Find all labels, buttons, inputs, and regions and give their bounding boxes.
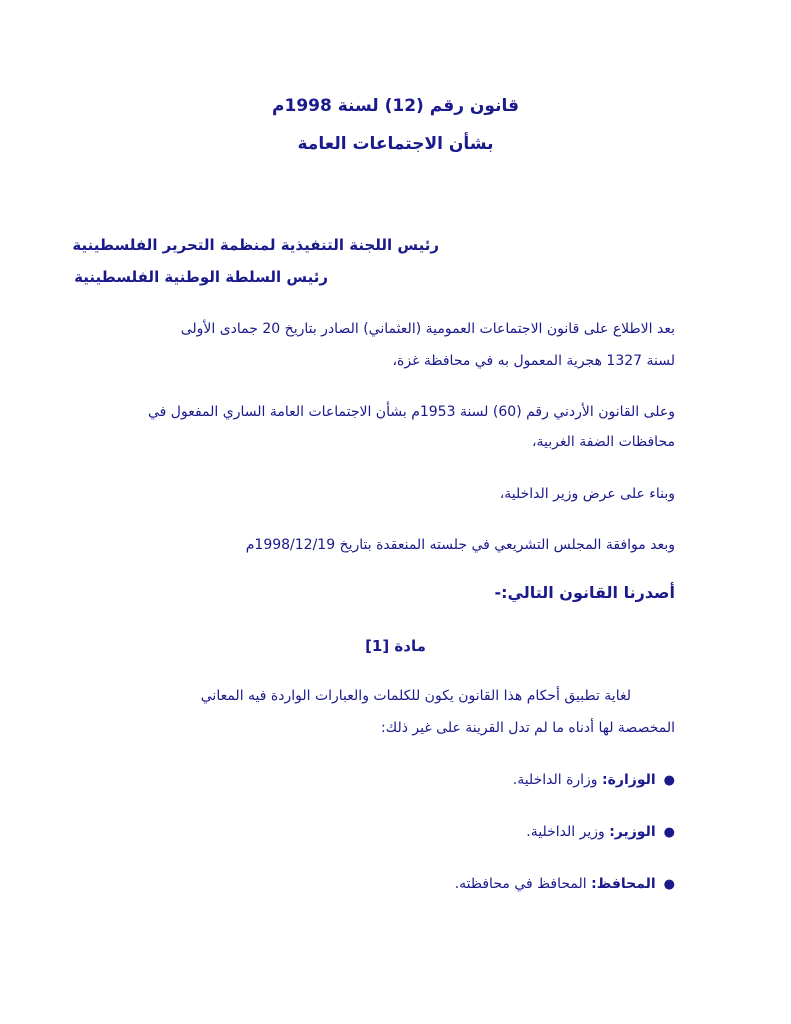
article-1-text-line-1: لغاية تطبيق أحكام هذا القانون يكون للكلمات والعبارات الواردة فيه المعاني: [200, 688, 631, 704]
preamble-council-approval: وبعد موافقة المجلس التشريعي في جلسته المنعقدة بتاريخ 1998/12/19م: [245, 537, 675, 553]
law-subtitle: بشأن الاجتماعات العامة: [297, 134, 494, 154]
definition-governor: [455, 876, 675, 892]
definition-term: الوزير:: [609, 824, 656, 840]
definition-text: المحافظ في محافظته.: [454, 876, 592, 892]
issuer-plo: رئيس اللجنة التنفيذية لمنظمة التحرير الفلسطينية: [72, 236, 439, 254]
article-1-title: مادة [1]: [365, 637, 426, 655]
enactment-clause: أصدرنا القانون التالي:-: [494, 583, 675, 602]
article-1-text-line-2: المخصصة لها أدناه ما لم تدل القرينة على غير ذلك:: [380, 720, 675, 736]
definition-term: المحافظ:: [591, 876, 656, 892]
preamble-jordanian-law-line-2: محافظات الضفة الغربية،: [532, 434, 675, 450]
definition-minister: [526, 824, 675, 840]
definition-term: الوزارة:: [602, 772, 656, 788]
issuer-pna: رئيس السلطة الوطنية الفلسطينية: [74, 268, 328, 286]
preamble-ottoman-law-line-2: لسنة 1327 هجرية المعمول به في محافظة غزة،: [392, 353, 675, 369]
definition-text: وزارة الداخلية.: [512, 772, 603, 788]
definition-text: وزير الداخلية.: [526, 824, 610, 840]
bullet-icon: ●: [663, 773, 675, 788]
law-title: قانون رقم (12) لسنة 1998م: [272, 96, 519, 116]
preamble-jordanian-law-line-1: وعلى القانون الأردني رقم (60) لسنة 1953م بشأن الاجتماعات العامة الساري المفعول في: [147, 404, 675, 420]
preamble-minister: وبناء على عرض وزير الداخلية،: [499, 486, 675, 502]
preamble-ottoman-law-line-1: بعد الاطلاع على قانون الاجتماعات العمومية (العثماني) الصادر بتاريخ 20 جمادى الأولى: [180, 321, 675, 337]
bullet-icon: ●: [663, 825, 675, 840]
bullet-icon: ●: [663, 877, 675, 892]
definition-ministry: [513, 772, 675, 788]
